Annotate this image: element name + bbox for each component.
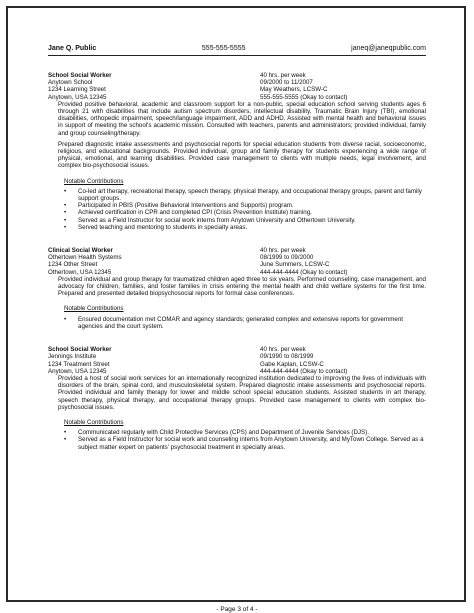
contribution-item: • Achieved certification in CPR and completed CPI (Crisis Prevention Institute) training.	[64, 209, 426, 216]
job-contact: 444-444-4444 (Okay to contact)	[260, 268, 348, 276]
job-title: School Social Worker	[48, 346, 112, 354]
contribution-item: • Participated in PBIS (Positive Behavioral Interventions and Supports) program.	[64, 202, 426, 209]
job-dates: 08/1999 to 09/2000	[260, 254, 314, 262]
job-hours: 40 hrs. per week	[260, 247, 306, 255]
job-supervisor: May Weathers, LCSW-C	[260, 86, 328, 94]
job-header	[48, 346, 426, 375]
resume-header	[48, 44, 426, 56]
contribution-item: • Served as a Field Instructor for social work and counseling interns from Anytown University, and MyTown College. Served as a subject matter expert on patients' psychosocial treatment in specialty areas.	[64, 436, 426, 450]
job-city: Othertown, USA 12345	[48, 268, 112, 276]
contributions-list	[48, 316, 426, 330]
candidate-name: Jane Q. Public	[48, 45, 97, 52]
job-entry-3	[48, 346, 426, 451]
job-street: 1234 Other Street	[48, 261, 98, 269]
job-entry-2	[48, 247, 426, 330]
contribution-item: • Served as a Field Instructor for social work interns from Anytown University and Othertown University.	[64, 217, 426, 224]
candidate-phone: 555-555-5555	[201, 45, 246, 52]
job-description: Prepared diagnostic intake assessments and psychosocial reports for special education students from diverse racial, socioeconomic, religious, and educational backgrounds. Provided individual, group and family therapy for students experiencing a wide range of physical, emotional, and learning disabilities. Provided case management to clients with multiple needs, legal involvement, and complex bio-psychosocial issues.	[58, 140, 426, 170]
resume-page	[48, 44, 426, 613]
job-header	[48, 72, 426, 101]
job-title: School Social Worker	[48, 72, 112, 79]
job-description: Provided positive behavioral, academic and classroom support for a non-public, special education school serving students ages 6 through 21 with disabilities that include autism spectrum disorders, intellectual disability, Traumatic Brain Injury (TBI), emotional disabilities, orthopedic impairment, speech/language impairment, ADD and ADHD. Assisted with mental health and behavioral issues in support of meeting the school's academic mission. Consulted with teachers, parents and administrators; provided individual, family and group counseling/therapy.	[58, 100, 426, 137]
notable-contributions-heading: Notable Contributions	[64, 418, 124, 426]
job-dates: 09/1990 to 08/1999	[260, 353, 314, 361]
job-hours: 40 hrs. per week	[260, 72, 306, 79]
contribution-item: • Co-led art therapy, recreational therapy, speech therapy, physical therapy, and occupational therapy groups, parent and family support groups.	[64, 188, 426, 202]
job-street: 1234 Learning Street	[48, 86, 106, 94]
job-organization: Jennings Institute	[48, 353, 97, 361]
job-organization: Othertown Health Systems	[48, 254, 122, 262]
job-contact: 444-444-4444 (Okay to contact)	[260, 367, 348, 375]
job-header	[48, 247, 426, 276]
job-contact: 555-555-5555 (Okay to contact)	[260, 93, 348, 101]
contributions-list	[48, 429, 426, 451]
job-description: Provided individual and group therapy for traumatized children aged three to six years. Performed counseling, case management, and advocacy for children, families, and foster families in crisis entering the mental health and child welfare systems for the first time. Prepared and presented detailed biopsychosocial reports for formal case conferences.	[58, 275, 426, 298]
job-supervisor: June Summers, LCSW-C	[260, 261, 330, 269]
page-number: - Page 3 of 4 -	[216, 606, 258, 613]
job-dates: 09/2000 to 11/2007	[260, 79, 313, 87]
contribution-item: • Ensured documentation met COMAR and agency standards; generated complex and extensive reports for government agencies and the court system.	[64, 316, 426, 330]
job-title: Clinical Social Worker	[48, 247, 113, 255]
contribution-item: • Served teaching and mentoring to students in specialty areas.	[64, 224, 426, 231]
job-hours: 40 hrs. per week	[260, 346, 306, 354]
job-street: 1234 Treatment Street	[48, 360, 110, 368]
job-city: Anytown, USA 12345	[48, 93, 107, 101]
candidate-email: janeq@janeqpublic.com	[351, 45, 426, 52]
job-organization: Anytown School	[48, 79, 93, 87]
job-city: Anytown, USA 12345	[48, 367, 107, 375]
notable-contributions-heading: Notable Contributions	[64, 305, 124, 313]
job-description: Provided a host of social work services for an internationally recognized institution dedicated to improving the lives of individuals with disorders of the brain, spinal cord, and musculoskeletal system. Prepared diagnostic intake assessments and psychosocial reports. Provided individual and family therapy for lower and middle school special education students. Assisted students in art therapy, speech therapy, physical therapy, and occupational therapy groups. Provided case management to clients with complex bio-psychosocial issues.	[58, 374, 426, 411]
contribution-item: • Communicated regularly with Child Protective Services (CPS) and Department of Juvenile Services (DJS).	[64, 429, 426, 436]
job-entry-1	[48, 72, 426, 231]
contributions-list	[48, 188, 426, 231]
job-supervisor: Gabe Kaplan, LCSW-C	[260, 360, 324, 368]
notable-contributions-heading: Notable Contributions	[64, 177, 124, 185]
